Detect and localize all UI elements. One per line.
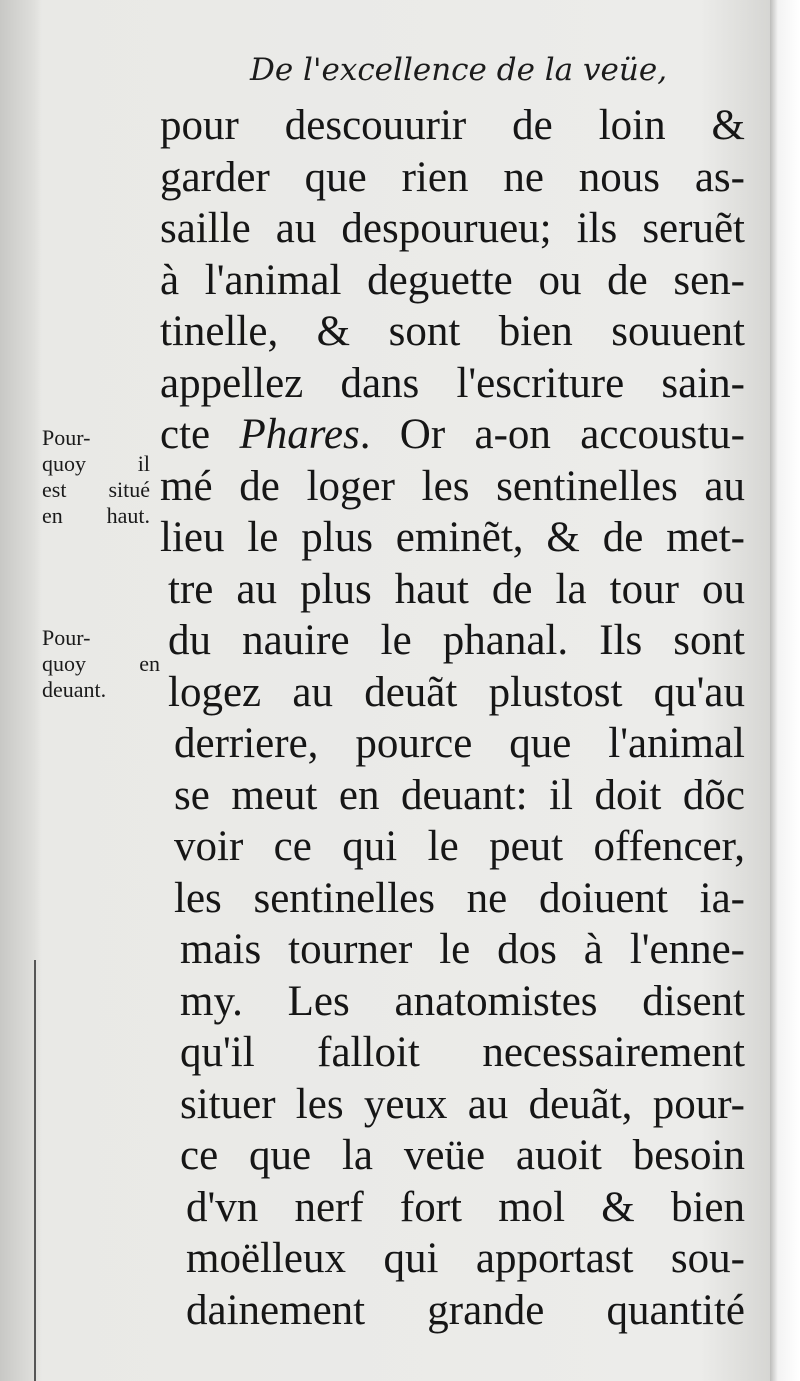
page-edge — [770, 0, 800, 1381]
text-line: lieu le plus eminẽt, & de met- — [160, 514, 745, 561]
text-line: du nauire le phanal. Ils sont — [168, 617, 745, 664]
text-line: mais tourner le dos à l'enne- — [180, 926, 745, 973]
text-run: cte — [160, 411, 211, 458]
text-line: pour descouurir de loin & — [160, 102, 745, 149]
text-line: à l'animal deguette ou de sen- — [160, 256, 745, 304]
text-line: dainement grande quantité — [186, 1286, 745, 1334]
text-line: situer les yeux au deuãt, pour- — [180, 1080, 745, 1128]
margin-note-line: Pour- — [42, 425, 91, 450]
text-line: qu'il falloit necessairement — [180, 1029, 745, 1076]
text-line: saille au despourueu; ils seruẽt — [160, 205, 745, 252]
text-line — [160, 409, 745, 461]
running-head: De l'excellence de la veüe, — [250, 52, 668, 88]
text-line: voir ce qui le peut offencer, — [174, 823, 745, 870]
text-line: garder que rien ne nous as- — [160, 153, 745, 201]
margin-note-line: deuant. — [42, 677, 107, 702]
text-line: d'vn nerf fort mol & bien — [186, 1183, 745, 1231]
text-line: tre au plus haut de la tour ou — [168, 565, 745, 613]
text-line: appellez dans l'escriture sain- — [160, 359, 745, 407]
text-line: derriere, pource que l'animal — [174, 720, 745, 767]
body-text — [160, 100, 745, 1336]
italic-term: Phares — [239, 411, 360, 458]
margin-note-line: en haut. — [42, 503, 150, 528]
text-line: tinelle, & sont bien souuent — [160, 308, 745, 355]
margin-note-line: quoy en — [42, 651, 160, 676]
margin-note-line: Pour- — [42, 625, 91, 650]
text-line: ce que la veüe auoit besoin — [180, 1132, 745, 1179]
text-line: logez au deuãt plustost qu'au — [168, 668, 745, 716]
text-line: my. Les anatomistes disent — [180, 977, 745, 1025]
text-run: . Or a-on accoustu- — [359, 411, 745, 458]
text-line: les sentinelles ne doiuent ia- — [174, 874, 745, 922]
margin-note-haut — [42, 425, 150, 529]
text-line: moëlleux qui apportast sou- — [186, 1235, 745, 1282]
margin-note-deuant — [42, 625, 160, 703]
margin-note-line: est situé — [42, 477, 150, 502]
text-line: mé de loger les sentinelles au — [160, 462, 745, 510]
page-gutter-shadow — [0, 0, 42, 1381]
margin-note-line: quoy il — [42, 451, 150, 476]
text-line: se meut en deuant: il doit dõc — [174, 771, 745, 819]
